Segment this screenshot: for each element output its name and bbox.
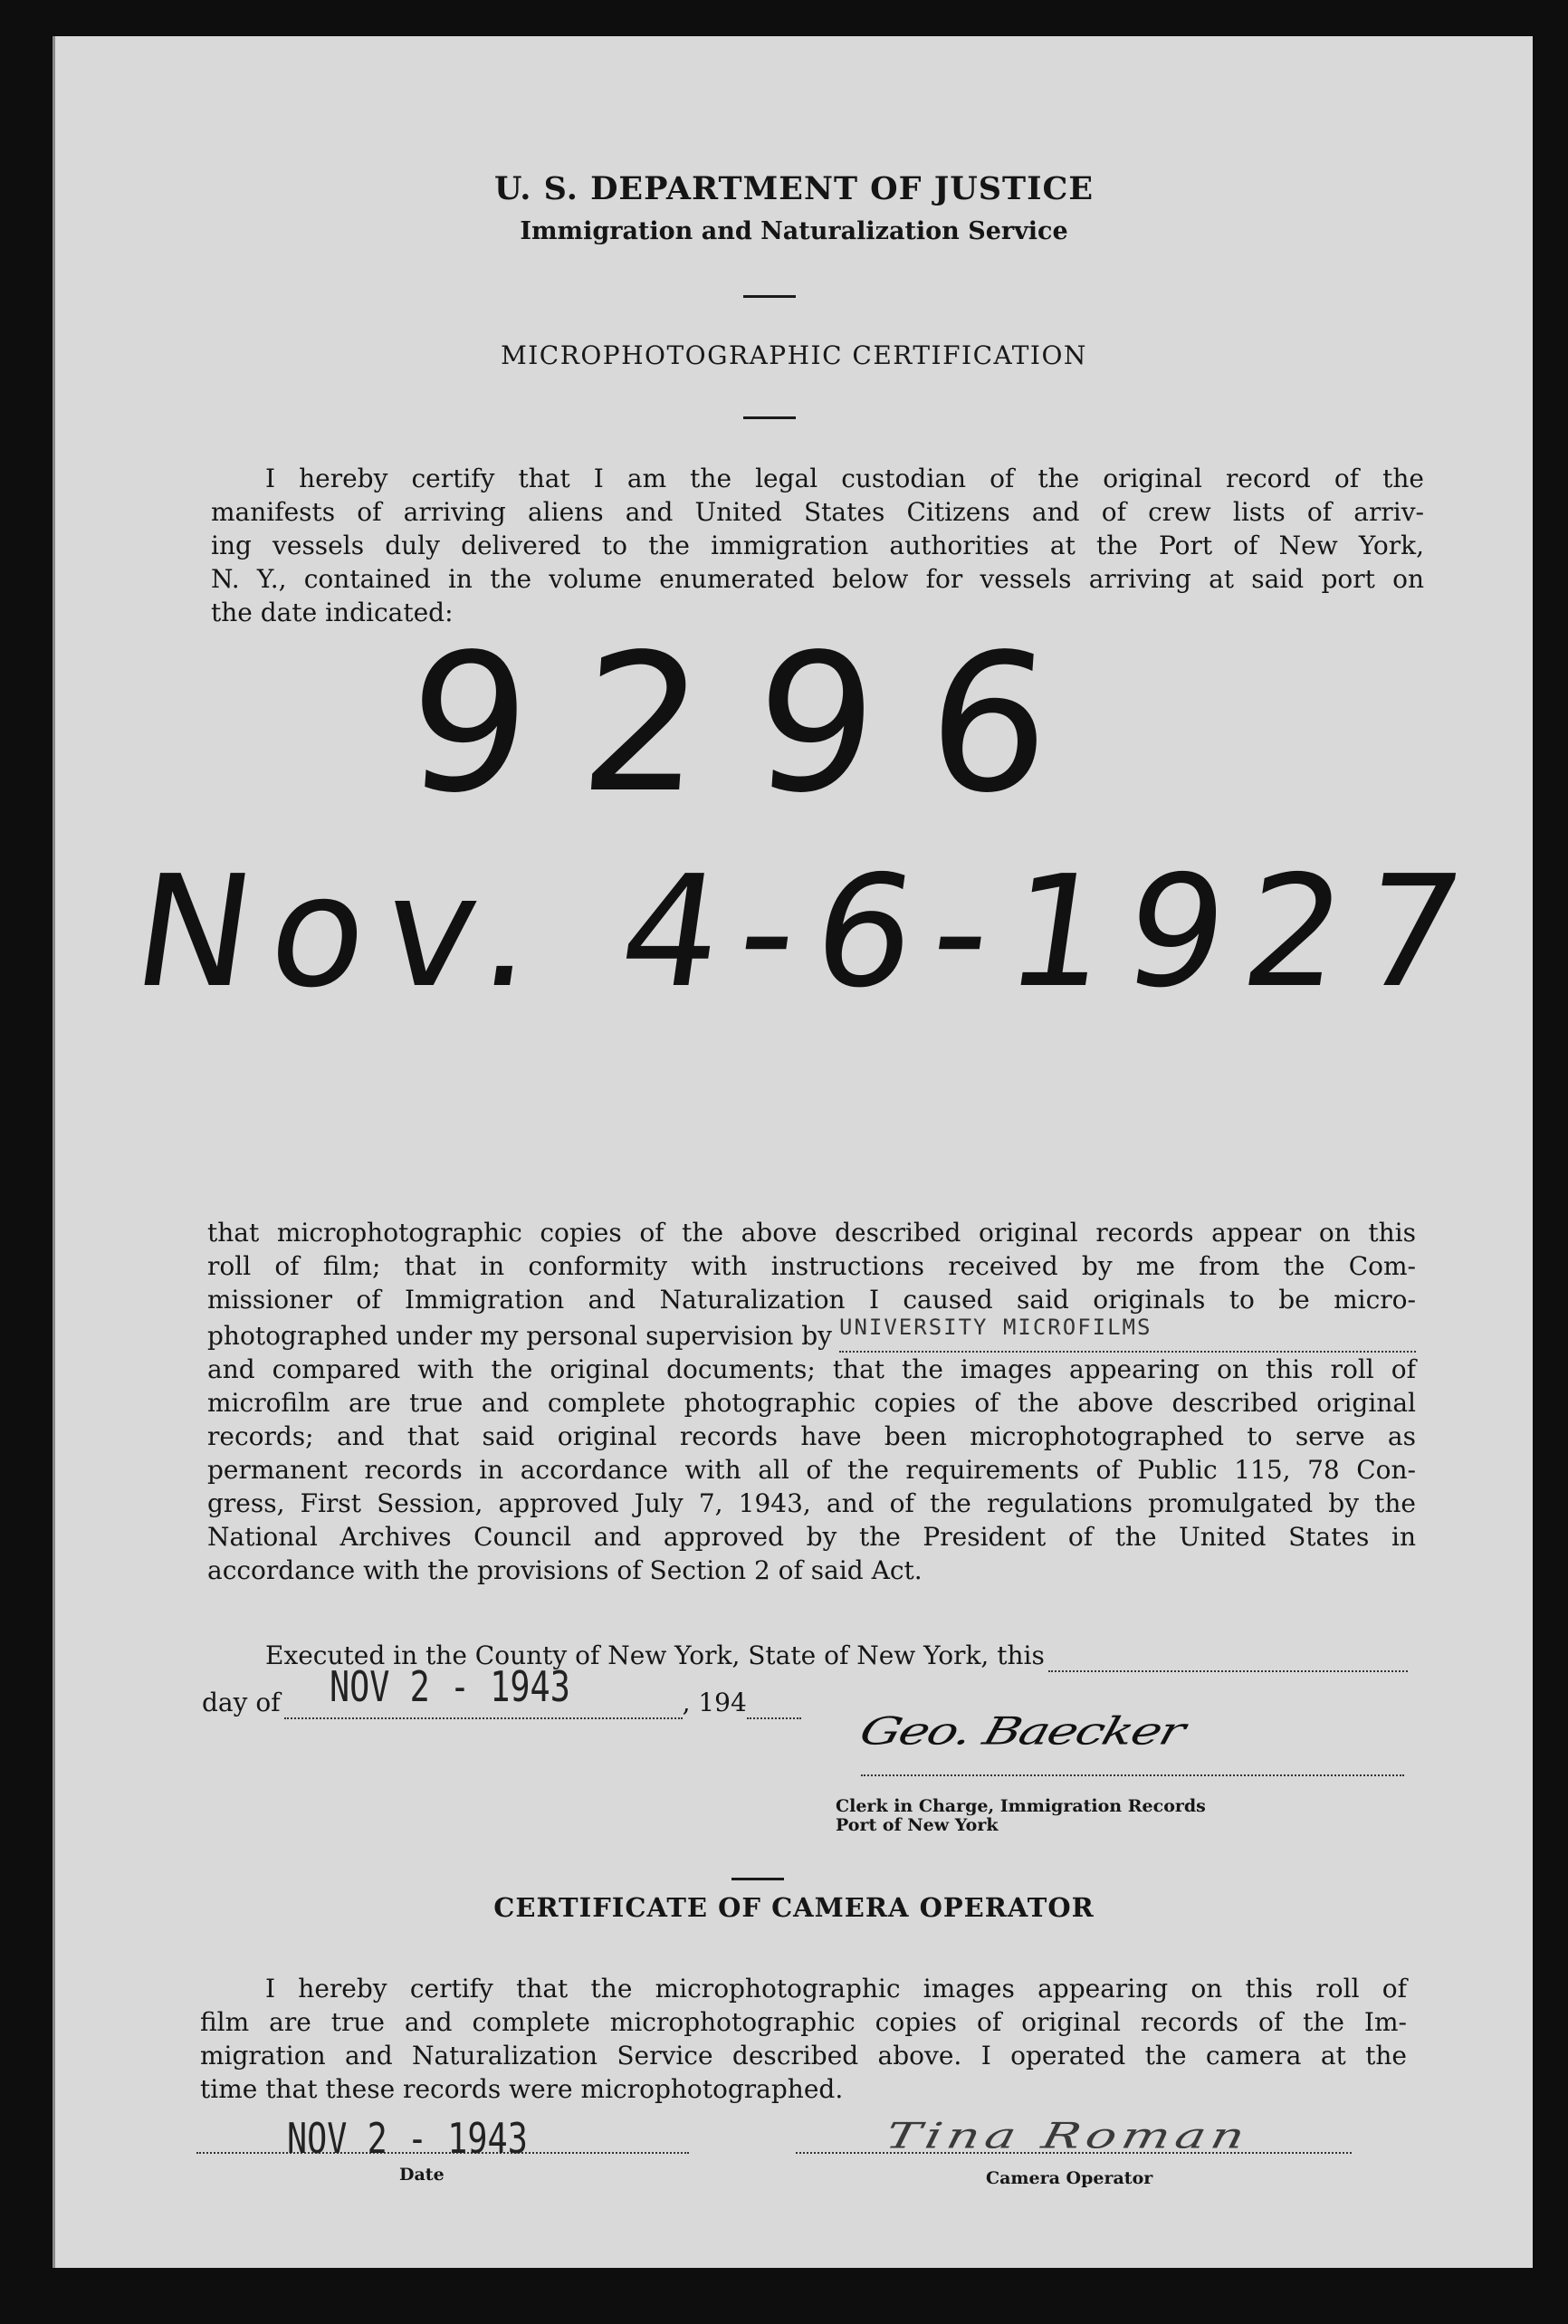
- body-line: missioner of Immigration and Naturalization I caused said originals to be micro-: [207, 1285, 1416, 1315]
- camera-operator-title: CERTIFICATE OF CAMERA OPERATOR: [493, 1892, 1095, 1923]
- body-line: roll of film; that in conformity with instructions received by me from the Com-: [207, 1251, 1416, 1281]
- operator-line: migration and Naturalization Service described above. I operated the camera at the: [200, 2041, 1407, 2071]
- executed-date-stamp: NOV 2 - 1943: [329, 1662, 570, 1711]
- date-label: Date: [399, 2165, 445, 2185]
- clerk-port: Port of New York: [836, 1815, 999, 1835]
- supervision-prefix: photographed under my personal supervision by: [207, 1321, 832, 1351]
- body-paragraph: [207, 1216, 1416, 1587]
- body-line: records; and that said original records have been microphotographed to serve as: [207, 1421, 1416, 1451]
- supervisor-name: UNIVERSITY MICROFILMS: [839, 1315, 1152, 1340]
- year-field: [747, 1692, 801, 1719]
- clerk-signature-line: [861, 1773, 1404, 1776]
- operator-date-field: [196, 2114, 689, 2163]
- operator-signature-field: [796, 2115, 1352, 2157]
- day-of-label: day of: [202, 1688, 281, 1717]
- divider: [743, 416, 796, 419]
- body-line: permanent records in accordance with all of the requirements of Public 115, 78 Con-: [207, 1455, 1416, 1485]
- intro-line: manifests of arriving aliens and United States Citizens and of crew lists of arriv-: [211, 497, 1424, 527]
- executed-text: Executed in the County of New York, State of New York, this: [265, 1640, 1045, 1670]
- day-of-line: [202, 1662, 872, 1719]
- camera-operator-paragraph: [200, 1972, 1407, 2106]
- handwritten-volume-dates: Nov. 4-6-1927: [124, 843, 1494, 1022]
- supervision-line: [207, 1315, 1416, 1353]
- operator-date-stamp: NOV 2 - 1943: [287, 2114, 528, 2163]
- operator-line: film are true and complete microphotographic copies of original records of the Im-: [200, 2007, 1407, 2037]
- year-suffix: , 194: [682, 1688, 747, 1717]
- body-line: gress, First Session, approved July 7, 1943, and of the regulations promulgated by the: [207, 1488, 1416, 1518]
- certification-title: MICROPHOTOGRAPHIC CERTIFICATION: [501, 340, 1087, 370]
- intro-line: I hereby certify that I am the legal custodian of the original record of the: [265, 464, 1424, 493]
- divider: [743, 295, 796, 298]
- body-line: and compared with the original documents; that the images appearing on this roll of: [207, 1354, 1416, 1384]
- certificate-sheet: [53, 36, 1533, 2268]
- executed-day-field: [1048, 1645, 1408, 1672]
- intro-line: the date indicated:: [211, 598, 454, 627]
- handwritten-volume-number: 9296: [400, 613, 1111, 835]
- intro-line: N. Y., contained in the volume enumerated below for vessels arriving at said port on: [211, 564, 1424, 594]
- body-line: accordance with the provisions of Section 2 of said Act.: [207, 1555, 923, 1585]
- divider: [731, 1878, 784, 1880]
- operator-signature: Tina Roman: [882, 2115, 1254, 2157]
- body-line: National Archives Council and approved by the President of the United States in: [207, 1522, 1416, 1552]
- day-of-field: [284, 1662, 683, 1719]
- body-line: that microphotographic copies of the above described original records appear on this: [207, 1218, 1416, 1248]
- clerk-signature: Geo. Baecker: [855, 1709, 1189, 1754]
- service-subheading: Immigration and Naturalization Service: [520, 217, 1068, 245]
- camera-operator-label: Camera Operator: [986, 2168, 1153, 2188]
- intro-line: ing vessels duly delivered to the immigration authorities at the Port of New York,: [211, 531, 1424, 560]
- intro-paragraph: [211, 462, 1424, 629]
- supervisor-field: [839, 1315, 1416, 1353]
- operator-line: time that these records were microphotographed.: [200, 2074, 844, 2104]
- operator-line: I hereby certify that the microphotographic images appearing on this roll of: [265, 1974, 1407, 2004]
- department-heading: U. S. DEPARTMENT OF JUSTICE: [493, 170, 1095, 207]
- body-line: microfilm are true and complete photographic copies of the above described original: [207, 1388, 1416, 1418]
- clerk-title: Clerk in Charge, Immigration Records: [836, 1796, 1206, 1816]
